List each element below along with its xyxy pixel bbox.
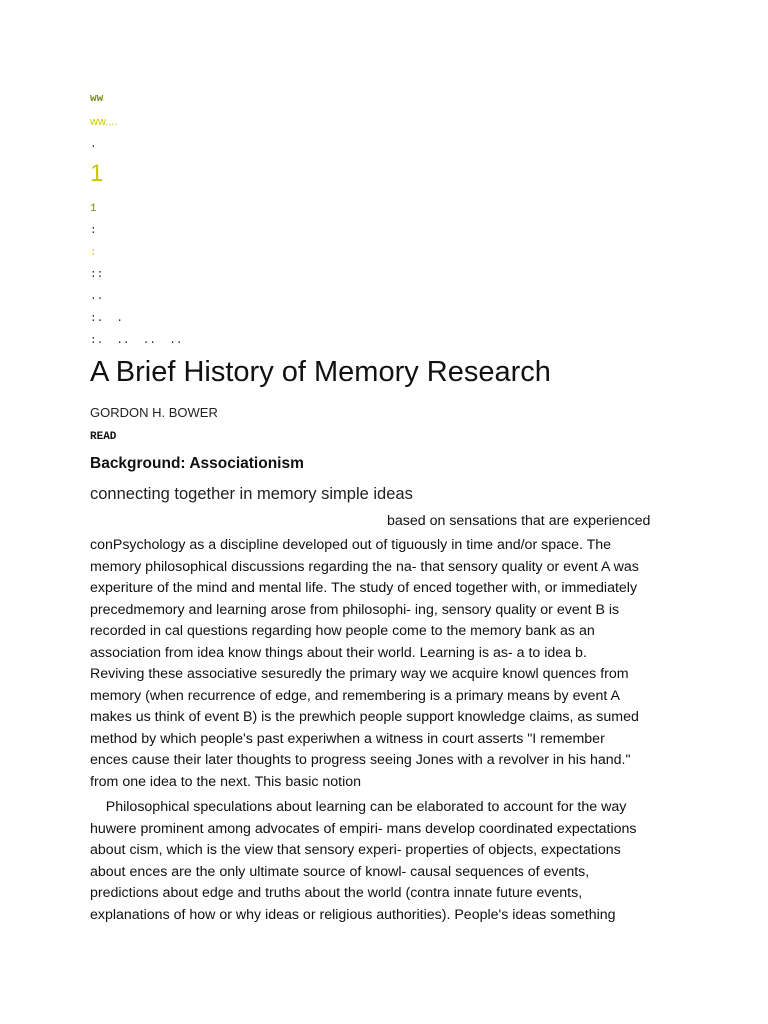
mark-dots-row-1: :. . <box>90 313 124 325</box>
paragraph-2 <box>90 797 680 926</box>
paragraph-1-first-line: based on sensations that are experienced <box>387 513 651 529</box>
paragraph-line: precedmemory and learning arose from philosophi- ing, sensory quality or event B is <box>90 601 620 618</box>
paragraph-line: makes us think of event B) is the prewhich people support knowledge claims, as sumed <box>90 709 639 725</box>
paragraph-line: memory philosophical discussions regarding the na- that sensory quality or event A was <box>90 558 639 575</box>
mark-dot: . <box>90 139 97 151</box>
paragraph-line: association from idea know things about their world. Learning is as- a to idea b. <box>90 644 587 661</box>
author-name: GORDON H. BOWER <box>90 405 218 420</box>
read-label: READ <box>90 431 117 443</box>
paragraph-line: predictions about edge and truths about the world (contra innate future events, <box>90 885 583 901</box>
paragraph-line: ences cause their later thoughts to progress seeing Jones with a revolver in his hand." <box>90 752 631 768</box>
mark-colon-2: : <box>90 247 97 259</box>
paragraph-line: explanations of how or why ideas or religious authorities). People's ideas something <box>90 906 616 923</box>
paragraph-line: Reviving these associative sesuredly the primary way we acquire knowl quences from <box>90 666 629 682</box>
mark-ww-dots: ww.... <box>90 116 118 128</box>
paragraph-1 <box>90 535 680 793</box>
paragraph-line: experiture of the mind and mental life. The study of enced together with, or immediately <box>90 580 638 596</box>
mark-double-colon: :: <box>90 269 104 281</box>
paragraph-line: huwere prominent among advocates of empiri- mans develop coordinated expectations <box>90 820 637 837</box>
paragraph-line: conPsychology as a discipline developed out of tiguously in time and/or space. The <box>90 537 612 553</box>
paragraph-line: recorded in cal questions regarding how people come to the memory bank as an <box>90 623 595 639</box>
mark-large-one: 1 <box>90 160 104 187</box>
mark-ww: ww <box>90 93 104 105</box>
section-heading: Background: Associationism <box>90 455 304 472</box>
paragraph-line: memory (when recurrence of edge, and remembering is a primary means by event A <box>90 687 620 704</box>
mark-dots-row-2: :. .. .. .. <box>90 335 183 347</box>
mark-colon-1: : <box>90 225 97 237</box>
paragraph-line: Philosophical speculations about learning can be elaborated to account for the way <box>90 799 627 815</box>
paragraph-line: from one idea to the next. This basic notion <box>90 773 362 790</box>
paragraph-line: about ences are the only ultimate source of knowl- causal sequences of events, <box>90 863 590 880</box>
mark-small-one: 1 <box>90 203 97 215</box>
mark-double-dot: .. <box>90 291 104 303</box>
page-title: A Brief History of Memory Research <box>90 356 551 388</box>
paragraph-line: about cism, which is the view that sensory experi- properties of objects, expectations <box>90 842 621 858</box>
paragraph-line: method by which people's past experiwhen a witness in court asserts "I remember <box>90 730 605 747</box>
subheading: connecting together in memory simple ideas <box>90 485 413 503</box>
